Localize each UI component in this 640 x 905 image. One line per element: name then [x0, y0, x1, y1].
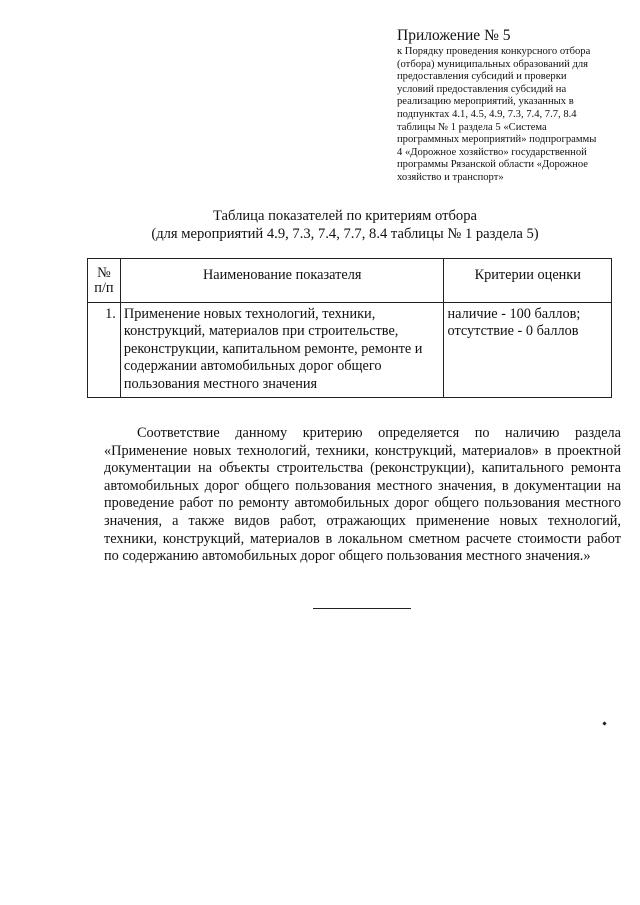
appendix-note-line: (отбора) муниципальных образований для — [397, 58, 589, 70]
appendix-note-line: предоставления субсидий и проверки — [397, 71, 567, 83]
appendix-note-line: хозяйство и транспорт» — [397, 171, 504, 183]
table-heading-title: Таблица показателей по критериям отбора — [213, 208, 477, 224]
indicator-line: содержании автомобильных дорог общего — [123, 358, 382, 375]
appendix-title: Приложение № 5 — [397, 27, 511, 44]
appendix-note-line: подпунктах 4.1, 4.5, 4.9, 7.3, 7.4, 7.7, 8.4 — [397, 108, 577, 120]
appendix-note-line: таблицы № 1 раздела 5 «Система — [397, 121, 547, 133]
appendix-note — [397, 46, 622, 185]
indicator-line: реконструкции, капитальном ремонте, ремонте и — [123, 340, 423, 357]
row-criteria — [444, 303, 612, 398]
header-number-symbol: № — [97, 265, 111, 281]
appendix-header — [397, 27, 622, 185]
scan-speck — [602, 721, 606, 725]
explanation-text: Соответствие данному критерию определяется по наличию раздела «Применение новых технологий, техники, конструкций, материалов» в проектной документации на объекты строительства (реконструкции), капитального ремонта автомобильных дорог общего пользования местного значения, в документации на проведение работ по ремонту автомобильных дорог общего пользования местного значения, а также видов работ, отражающих применение новых технологий, техники, конструкций, материалов в локальном сметном расчете стоимости работ по содержанию автомобильных дорог общего пользования местного значения.» — [104, 425, 621, 565]
header-criteria: Критерии оценки — [444, 259, 612, 303]
explanation-paragraph — [104, 425, 621, 566]
row-indicator-name — [120, 303, 444, 398]
header-indicator-name: Наименование показателя — [120, 259, 444, 303]
table-row — [88, 303, 612, 398]
indicator-line: конструкций, материалов при строительстве, — [123, 323, 399, 340]
header-number-abbr: п/п — [94, 280, 114, 296]
criteria-table — [87, 258, 612, 398]
header-number — [88, 259, 121, 303]
appendix-note-line: к Порядку проведения конкурсного отбора — [397, 46, 591, 57]
table-heading-subtitle: (для мероприятий 4.9, 7.3, 7.4, 7.7, 8.4 таблицы № 1 раздела 5) — [151, 225, 539, 242]
criteria-line: наличие - 100 баллов; — [447, 306, 581, 322]
appendix-note-line: программы Рязанской области «Дорожное — [397, 159, 588, 171]
row-number: 1. — [88, 303, 121, 398]
indicator-line: Применение новых технологий, техники, — [123, 306, 376, 322]
criteria-line: отсутствие - 0 баллов — [447, 323, 579, 340]
appendix-note-line: 4 «Дорожное хозяйство» государственной — [397, 146, 587, 158]
appendix-note-line: программных мероприятий» подпрограммы — [397, 134, 597, 146]
end-divider — [313, 608, 411, 609]
indicator-line: пользования местного значения — [123, 375, 318, 392]
appendix-note-line: реализацию мероприятий, указанных в — [397, 96, 574, 108]
appendix-note-line: условий предоставления субсидий на — [397, 83, 567, 95]
table-heading — [60, 208, 630, 243]
table-header-row — [88, 259, 612, 303]
